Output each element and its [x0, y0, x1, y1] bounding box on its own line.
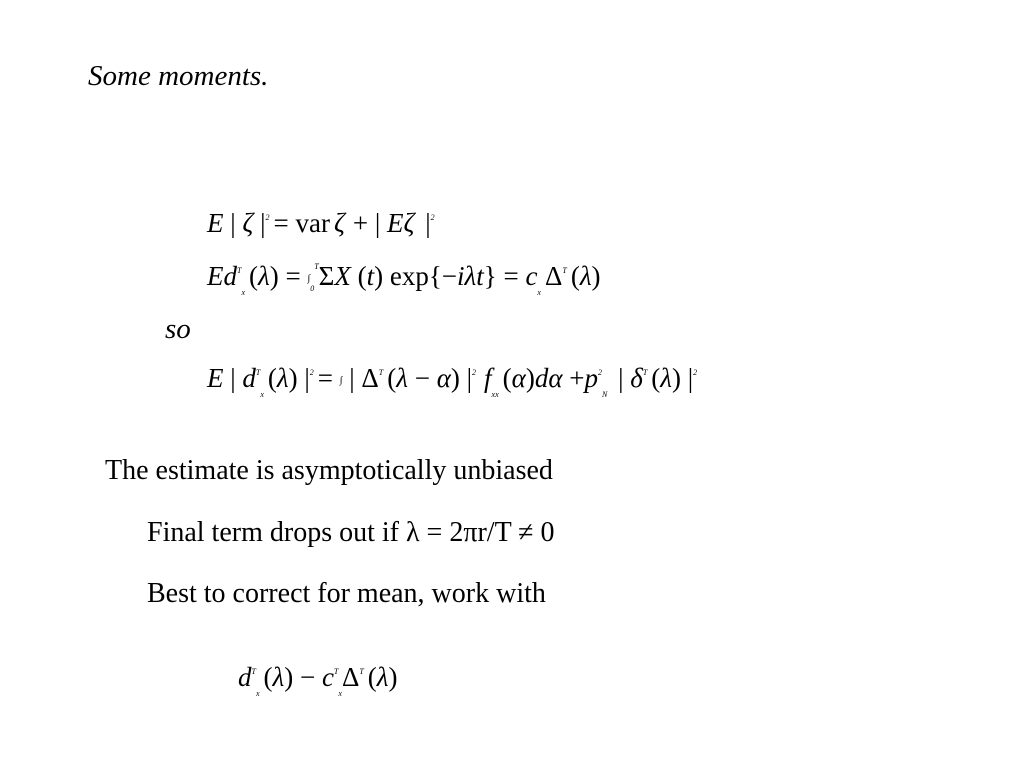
equation-2: $Ed^T_x(\lambda) = \int_0^T\Sigma X$ (t) $\exp\{-i\lambda t\} = c_x\Delta^T$ (λ) [207, 261, 601, 297]
equation-4: $d^T_x(\lambda) - c^T_x\Delta^T$ (λ) [238, 662, 398, 698]
equation-3: E | $d^T_x(\lambda) |^2$ = ∫ | $\Delta^T$ (λ − α) $|^2$ $f_{xx}(\alpha)d\alpha +p^2_N$ | $\delta^T$ (λ) $|^2$ [207, 363, 698, 399]
bullet-final-term: Final term drops out if λ = 2πr/T ≠ 0 [147, 517, 555, 548]
equation-1: E | ζ $|^2$ = var ζ + | Eζ $|^2$ [207, 208, 435, 238]
bullet-correct-mean: Best to correct for mean, work with [147, 578, 546, 609]
slide-title: Some moments. [88, 60, 269, 92]
asymptotic-statement: The estimate is asymptotically unbiased [105, 455, 553, 486]
connector-so: so [165, 313, 191, 345]
